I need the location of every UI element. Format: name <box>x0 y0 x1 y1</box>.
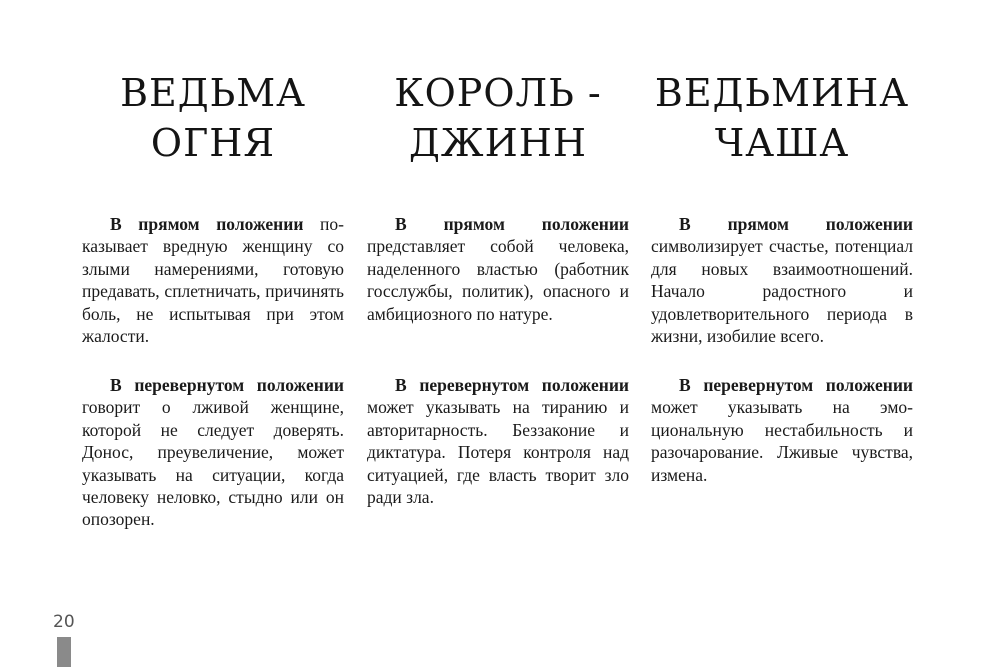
reversed-text: может указывать на тиранию и авторитарность. Беззаконие и диктатура. Потеря контроля над ситуацией, где власть творит зло ради зла. <box>367 397 629 508</box>
upright-label: В прямом положении <box>395 214 629 234</box>
card-title-line: КОРОЛЬ - <box>394 71 602 115</box>
card-title <box>52 68 374 168</box>
upright-meaning <box>82 213 344 347</box>
page-edge-marker <box>57 637 71 667</box>
card-title-line: ВЕДЬМА <box>120 71 306 115</box>
card-title-line: ОГНЯ <box>150 121 276 165</box>
card-title <box>337 68 659 168</box>
card-title <box>621 68 943 168</box>
upright-label: В прямом положении <box>110 214 304 234</box>
card-title-line: ВЕДЬМИНА <box>654 71 910 115</box>
reversed-meaning <box>367 374 629 508</box>
reversed-label: В перевернутом положении <box>679 375 913 395</box>
reversed-label: В перевернутом положении <box>395 375 629 395</box>
reversed-meaning <box>82 374 344 531</box>
card-title-line: ДЖИНН <box>408 121 587 165</box>
reversed-text: может указывать на эмоциональную нестабильность и разочарование. Лживые чувства, измена. <box>651 397 913 485</box>
card-title-line: ЧАША <box>714 121 850 165</box>
upright-text: показывает вредную женщину со злыми намерениями, готовую предавать, сплетничать, причинять боль, не испытывая при этом жалости. <box>82 214 344 347</box>
upright-text: представляет собой человека, наделенного властью (работник госслужбы, политик), опасного и амбициозного по натуре. <box>367 236 629 324</box>
reversed-label: В перевернутом положении <box>110 375 344 395</box>
upright-label: В прямом положении <box>679 214 913 234</box>
reversed-meaning <box>651 374 913 486</box>
upright-text: символизирует счастье, потенциал для новых взаимоотношений. Начало радостного и удовлетворительного периода в жизни, изобилие всего. <box>651 236 913 347</box>
page-number: 20 <box>53 612 75 632</box>
upright-meaning <box>651 213 913 347</box>
reversed-text: говорит о лживой женщине, которой не следует доверять. Донос, преувеличение, может указывать на ситуации, когда человеку неловко, стыдно или он опозорен. <box>82 397 344 530</box>
upright-meaning <box>367 213 629 325</box>
